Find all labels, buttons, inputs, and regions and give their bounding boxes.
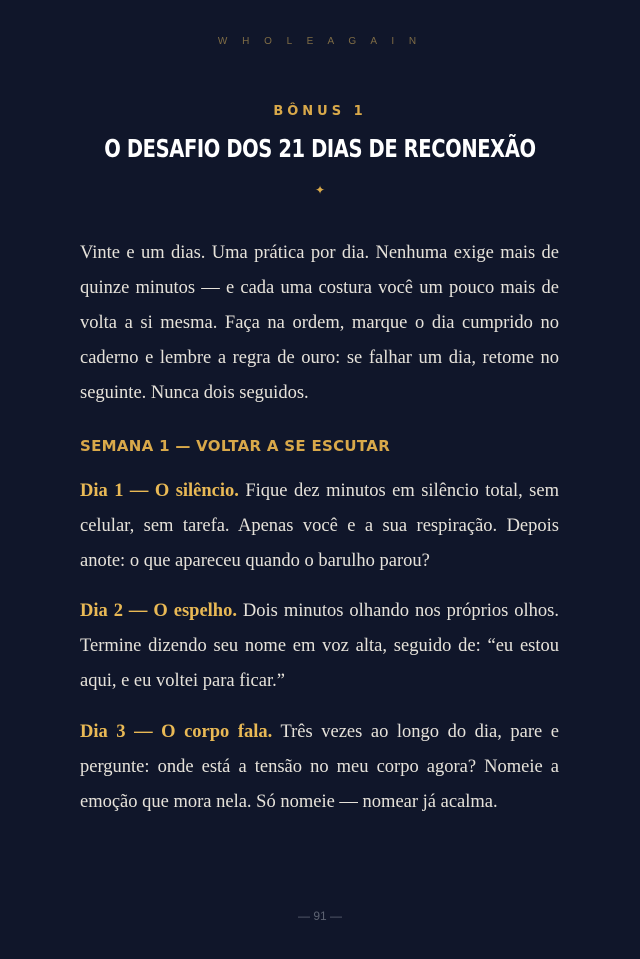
star-ornament-icon: ✦: [314, 183, 326, 197]
day-2-text: Dois minutos olhando nos próprios olhos. Termine dizendo seu nome em voz alta, seguido de: “eu estou aqui, e eu voltei para ficar.”: [80, 601, 559, 691]
day-1-paragraph: [80, 474, 559, 579]
day-3-text: Três vezes ao longo do dia, pare e pergunte: onde está a tensão no meu corpo agora? Nomeie a emoção que mora nela. Só nomeie — nomear já acalma.: [80, 722, 560, 812]
day-1-text: Fique dez minutos em silêncio total, sem celular, sem tarefa. Apenas você e a sua respiração. Depois anote: o que apareceu quando o barulho parou?: [80, 481, 559, 571]
day-3-lead: Dia 3 — O corpo fala.: [80, 722, 273, 742]
page-title: O DESAFIO DOS 21 DIAS DE RECONEXÃO: [104, 134, 536, 163]
day-2-paragraph: [80, 594, 559, 699]
intro-paragraph: Vinte e um dias. Uma prática por dia. Nenhuma exige mais de quinze minutos — e cada uma costura você um pouco mais de volta a si mesma. Faça na ordem, marque o dia cumprido no caderno e lembre a regra de ouro: se falhar um dia, retome no seguinte. Nunca dois seguidos.: [80, 243, 559, 403]
week-heading: SEMANA 1 — VOLTAR A SE ESCUTAR: [80, 437, 391, 455]
day-2-lead: Dia 2 — O espelho.: [80, 601, 237, 621]
section-label: BÔNUS 1: [273, 104, 367, 119]
page-number: — 91 —: [297, 909, 342, 923]
day-3-paragraph: [80, 715, 559, 820]
brand-header: W H O L E A G A I N: [217, 36, 423, 47]
day-1-lead: Dia 1 — O silêncio.: [80, 481, 239, 501]
